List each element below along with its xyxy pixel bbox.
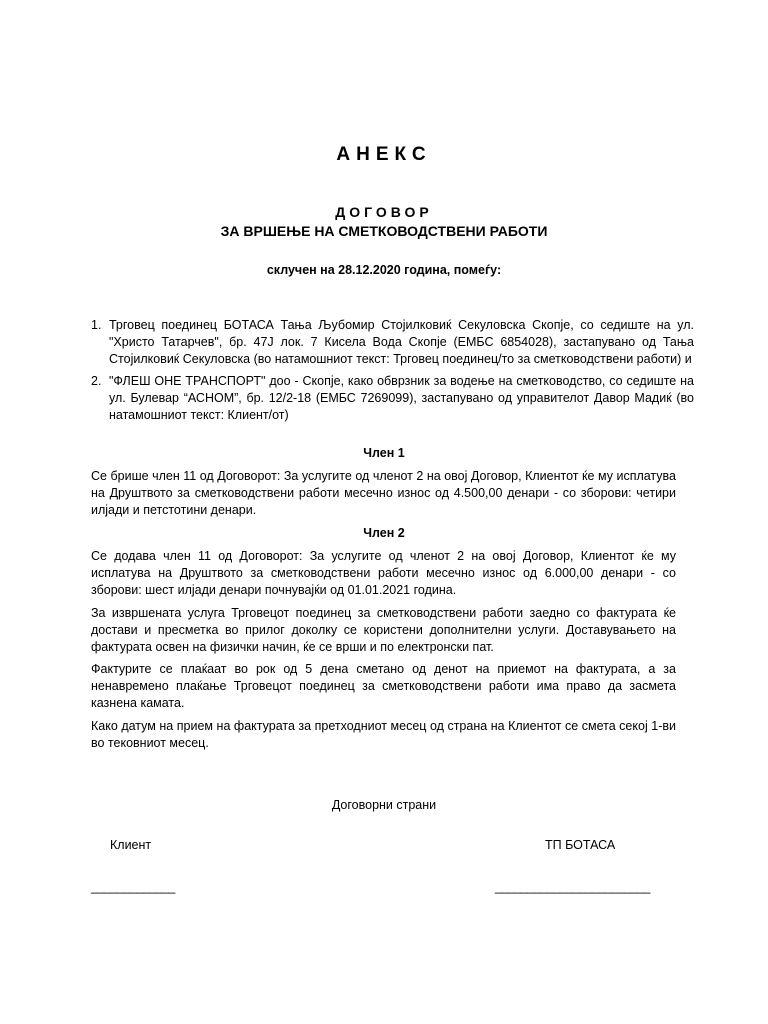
signature-botasa-label: ТП БОТАСА xyxy=(545,838,616,852)
party-number: 1. xyxy=(91,318,102,332)
contract-subject-heading: ЗА ВРШЕЊЕ НА СМЕТКОВОДСТВЕНИ РАБОТИ xyxy=(220,223,548,239)
contract-heading: ДОГОВОР xyxy=(335,204,433,220)
signature-botasa-line: ________________________ xyxy=(495,880,650,894)
clause-2-heading: Член 2 xyxy=(363,526,405,540)
party-item xyxy=(91,317,694,368)
payment-paragraph: Фактурите се плаќаат во рок од 5 дена сметано од денот на приемот на фактурата, а за ненавремено плаќање Трговецот поединец за сметководствени работи има право да засмета казнена камата. xyxy=(91,662,676,710)
signature-client-label: Клиент xyxy=(110,838,152,852)
signatures-heading: Договорни страни xyxy=(331,798,437,812)
party-text: Трговец поединец БОТАСА Тања Љубомир Стојилковиќ Секуловска Скопје, со седиште на ул. "Христо Татарчев", бр. 47Ј лок. 7 Кисела Вода Скопје (ЕМБС 6854028), застапувано од Тања Стојилковиќ Секуловска (во натамошниот текст: Трговец поединец/то за сметководствени работи) и xyxy=(109,318,694,366)
date-paragraph: Како датум на прием на фактурата за претходниот месец од страна на Клиентот се смета секој 1-ви во тековниот месец. xyxy=(91,719,676,750)
signature-client-line: _____________ xyxy=(91,880,175,894)
concluded-line: склучен на 28.12.2020 година, помеѓу: xyxy=(266,263,502,277)
clause-1-text: Се брише член 11 од Договорот: За услугите од членот 2 на овој Договор, Клиентот ќе му исплатува на Друштвото за сметководствени работи месечно износ од 4.500,00 денари - со зборови: четири илјади и петстотини денари. xyxy=(91,469,676,517)
party-text: "ФЛЕШ ОНЕ ТРАНСПОРТ" доо - Скопје, како обврзник за водење на сметководство, со седиште на ул. Булевар “АСНОМ”, бр. 12/2-18 (ЕМБС 7269099), застапувано од управителот Давор Мадиќ (во натамошниот текст: Клиент/от) xyxy=(109,374,694,422)
parties-list xyxy=(91,317,694,429)
document-title: АНЕКС xyxy=(336,144,432,165)
clause-1-heading: Член 1 xyxy=(363,446,405,460)
clause-2-text: Се додава член 11 од Договорот: За услугите од членот 2 на овој Договор, Клиентот ќе му исплатува на Друштвото за сметководствени работи месечно износ од 6.000,00 денари - со зборови: шест илјади денари почнувајќи од 01.01.2021 година. xyxy=(91,549,676,597)
invoice-paragraph: За извршената услуга Трговецот поединец за сметководствени работи заедно со фактурата ќе достави и пресметка во прилог доколку се користени дополнителни услуги. Доставувањето на фактурата освен на физички начин, ќе се врши и по електронски пат. xyxy=(91,606,676,654)
party-item xyxy=(91,373,694,424)
party-number: 2. xyxy=(91,374,102,388)
